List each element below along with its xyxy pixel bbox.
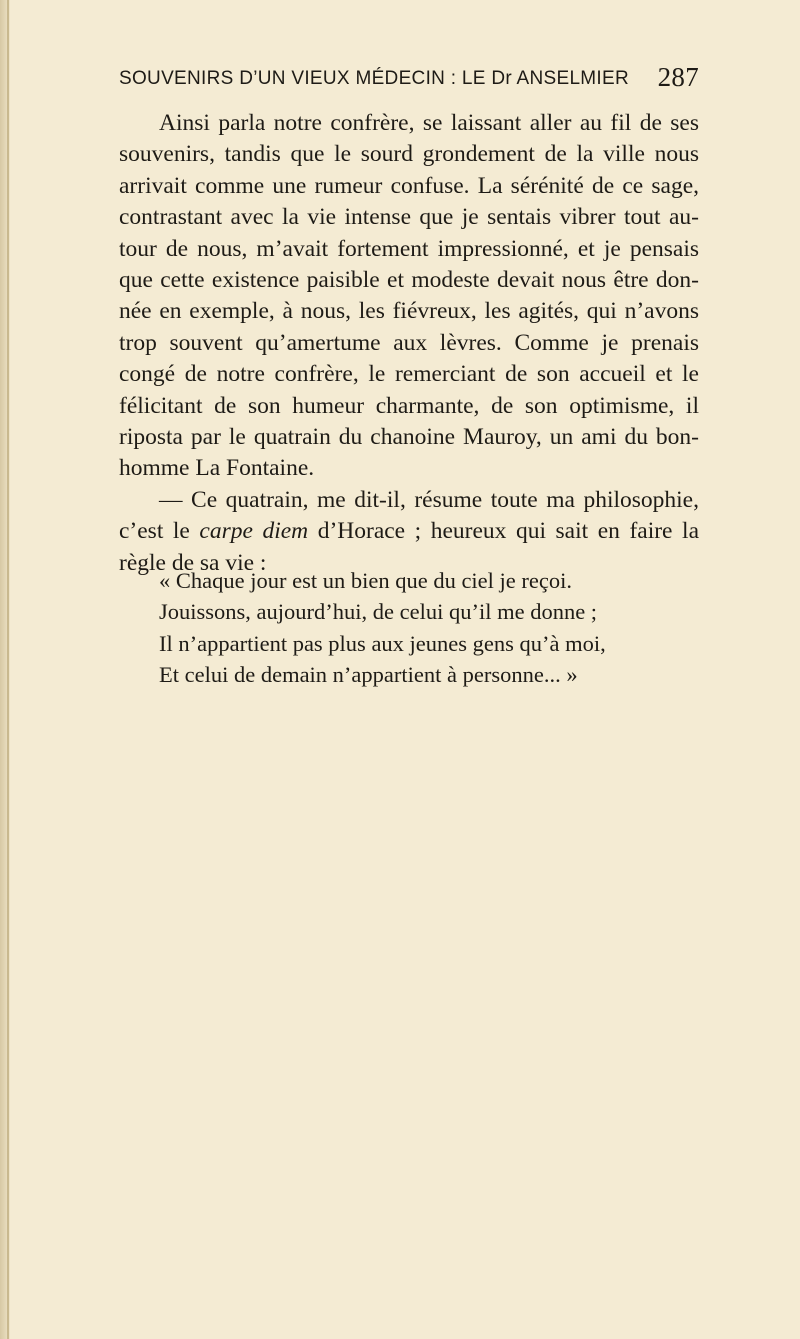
paragraph-1-line: homme La Fontaine. <box>119 455 315 482</box>
carpe-diem-italic: carpe diem <box>199 518 309 545</box>
paragraph-1-line: souvenirs, tandis que le sourd grondement de la ville nous <box>119 141 699 168</box>
paragraph-1-line: contrastant avec la vie intense que je sentais vibrer tout au- <box>119 204 699 231</box>
paragraph-2-line <box>119 516 699 547</box>
quatrain <box>159 565 679 691</box>
paragraph-2-line: règle de sa vie : <box>119 549 267 576</box>
running-head <box>119 62 699 96</box>
body-text <box>119 108 699 579</box>
paragraph-1-line: Ainsi parla notre confrère, se laissant aller au fil de ses <box>159 110 699 136</box>
paragraph-1-line: congé de notre confrère, le remerciant de son accueil et le <box>119 361 699 388</box>
paragraph-1-line: née en exemple, à nous, les fiévreux, les agités, qui n’avons <box>119 298 699 325</box>
page-binding-line <box>7 0 9 1339</box>
running-head-title: SOUVENIRS D’UN VIEUX MÉDECIN : LE Dr ANSELMIER <box>119 68 630 89</box>
quatrain-line: Jouissons, aujourd’hui, de celui qu’il me donne ; <box>159 599 598 625</box>
paragraph-1-line: que cette existence paisible et modeste devait nous être don- <box>119 267 699 294</box>
paragraph-1-line: trop souvent qu’amertume aux lèvres. Comme je prenais <box>119 329 699 356</box>
paragraph-1-line: riposta par le quatrain du chanoine Mauroy, un ami du bon- <box>119 424 699 451</box>
paragraph-1-line: félicitant de son humeur charmante, de son optimisme, il <box>119 392 699 419</box>
page-number: 287 <box>657 62 699 92</box>
paragraph-2-text: d’Horace ; heureux qui sait en faire la <box>308 518 699 545</box>
paragraph-2-line: — Ce quatrain, me dit-il, résume toute ma philosophie, <box>159 486 699 513</box>
paragraph-1-line: arrivait comme une rumeur confuse. La sérénité de ce sage, <box>119 172 699 199</box>
quatrain-line: Il n’appartient pas plus aux jeunes gens qu’à moi, <box>159 630 606 656</box>
paragraph-1-line: tour de nous, m’avait fortement impressionné, et je pensais <box>119 235 699 262</box>
quatrain-line: « Chaque jour est un bien que du ciel je reçoi. <box>159 568 572 593</box>
paragraph-2-text: c’est le <box>119 518 200 545</box>
quatrain-line: Et celui de demain n’appartient à personne... » <box>159 662 578 688</box>
